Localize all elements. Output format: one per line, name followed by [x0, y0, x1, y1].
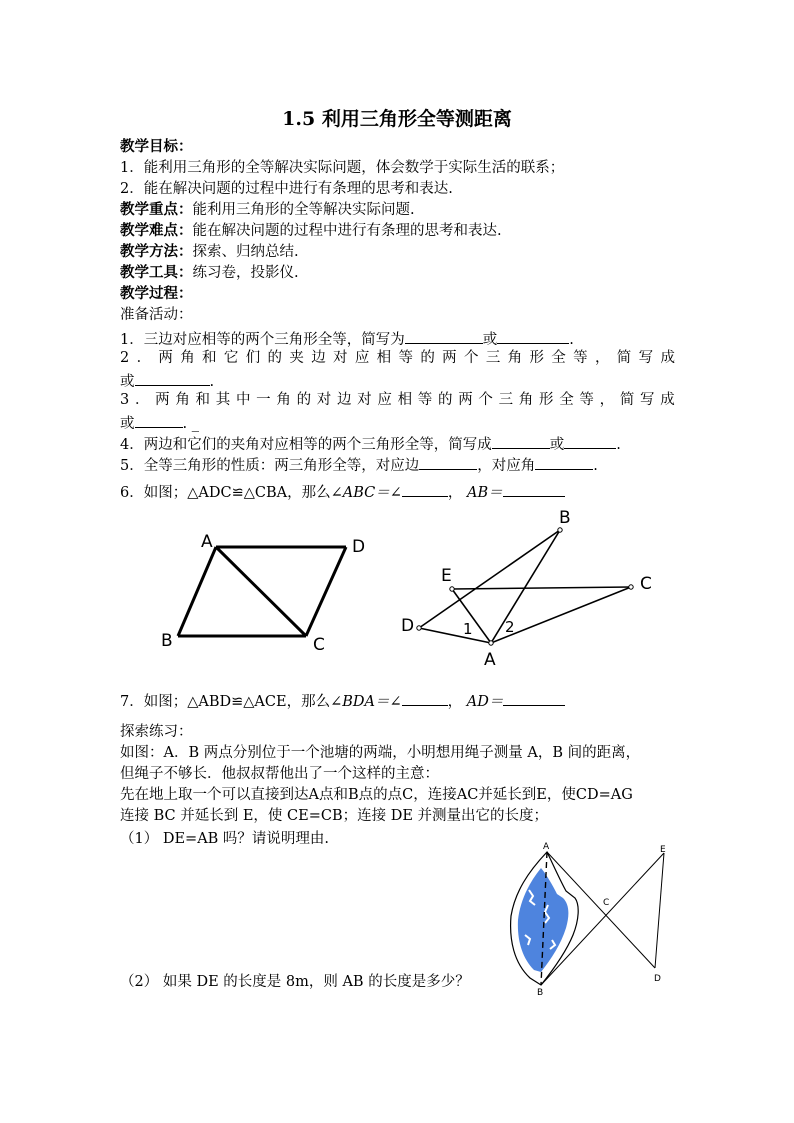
objective-2: 2．能在解决问题的过程中进行有条理的思考和表达. — [120, 181, 453, 197]
fig3-label-c: C — [603, 898, 610, 908]
justified-char: 边 — [311, 350, 326, 366]
justified-char: 写 — [638, 350, 654, 366]
prep-q7-comma: ， — [447, 694, 463, 710]
fig1-label-b: B — [161, 631, 173, 651]
key-point-text: 能利用三角形的全等解决实际问题. — [192, 202, 415, 218]
fig2-angle-1: 1 — [463, 620, 473, 638]
justified-char: 个 — [478, 392, 493, 408]
justified-char: 简 — [616, 350, 632, 366]
segment-da — [419, 628, 491, 643]
fig3-label-e: E — [660, 845, 666, 855]
prep-q2-end: . — [209, 374, 215, 390]
segment-ab — [491, 530, 560, 643]
justified-char: 的 — [296, 392, 312, 408]
objective-1: 1．能利用三角形的全等解决实际问题，体会数学于实际生活的联系； — [120, 160, 565, 176]
justified-char: 角 — [518, 392, 534, 408]
figure-triangles — [419, 530, 631, 643]
vertex-d — [417, 626, 421, 630]
figure-parallelogram — [178, 547, 346, 636]
explore-paragraph-1a: 如图：A．B 两点分别位于一个池塘的两端，小明想用绳子测量 A，B 间的距离， — [120, 745, 641, 761]
difficulty-label: 教学难点： — [120, 222, 193, 239]
justified-char: 简 — [619, 392, 635, 408]
justified-char: 两 — [458, 392, 473, 408]
justified-char: 相 — [397, 392, 413, 408]
justified-char: 们 — [245, 350, 261, 366]
justified-char: 形 — [539, 392, 554, 408]
justified-char: 等 — [579, 392, 594, 408]
justified-char: 其 — [215, 392, 231, 408]
fig2-angle-2: 2 — [505, 618, 515, 636]
justified-char: ， — [594, 350, 610, 366]
prep-q2-or: 或 — [120, 374, 135, 390]
prep-q4-end: . — [616, 437, 621, 453]
vertex-a — [489, 641, 493, 645]
justified-char: 和 — [202, 350, 217, 366]
prep-q5-end: . — [593, 458, 598, 474]
prep-q6-angle: ∠ABC＝∠ — [330, 485, 402, 501]
fig2-label-d: D — [401, 616, 415, 636]
justified-char: 夹 — [289, 350, 304, 366]
justified-char: 应 — [354, 350, 370, 366]
explore-paragraph-1b: 但绳子不够长．他叔叔帮他出了一个这样的主意： — [120, 766, 439, 782]
method-text: 探索、归纳总结. — [192, 244, 299, 260]
justified-char: 两 — [442, 350, 457, 366]
justified-char: 相 — [376, 350, 392, 366]
justified-char: 两 — [155, 392, 170, 408]
justified-char: 等 — [417, 392, 433, 408]
justified-char: 的 — [267, 350, 283, 366]
prep-q5-text: 5．全等三角形的性质：两三角形全等，对应边 — [120, 458, 420, 474]
fig2-label-a: A — [484, 650, 496, 670]
prep-q3-end: . _ — [182, 416, 199, 432]
process-heading: 教学过程： — [120, 285, 193, 302]
prep-q7-angle: ∠BDA＝∠ — [330, 694, 402, 710]
segment-ab — [178, 547, 216, 636]
fig3-label-b: B — [537, 988, 544, 998]
fig1-label-c: C — [313, 635, 325, 655]
prep-q3-or: 或 — [120, 416, 135, 432]
justified-char: 的 — [420, 350, 435, 366]
prep-q6-comma: ， — [447, 485, 463, 501]
justified-char: 角 — [276, 392, 291, 408]
justified-char: 三 — [498, 392, 514, 408]
justified-char: 个 — [463, 350, 479, 366]
justified-char: ． — [134, 392, 150, 408]
diagonal-ac — [216, 547, 306, 636]
segment-ed — [655, 853, 664, 968]
justified-char: 一 — [256, 392, 271, 408]
explore-paragraph-2b: 连接 BC 并延长到 E，使 CE=CB；连接 DE 并测量出它的长度； — [120, 808, 549, 824]
justified-char: 对 — [357, 392, 372, 408]
prep-q5-mid: ，对应角 — [477, 458, 536, 474]
justified-char: 和 — [195, 392, 211, 408]
justified-char: 对 — [333, 350, 348, 366]
justified-char: ， — [599, 392, 615, 408]
prep-q4-text: 4．两边和它们的夹角对应相等的两个三角形全等，简写成 — [120, 437, 492, 453]
justified-char: 形 — [529, 350, 544, 366]
figure-pond — [511, 852, 664, 985]
justified-char: 中 — [235, 392, 251, 408]
justified-char: 角 — [180, 350, 195, 366]
prep-q1-text: 1．三边对应相等的两个三角形全等，简写为 — [120, 332, 405, 348]
justified-char: 写 — [640, 392, 655, 408]
fig3-label-d: D — [654, 974, 661, 984]
justified-char: 等 — [573, 350, 588, 366]
explore-question-1: （1） DE=AB 吗？请说明理由. — [120, 831, 330, 847]
justified-char: 的 — [437, 392, 453, 408]
prep-q7-text: 7．如图；△ABD≌△ACE，那么 — [120, 694, 331, 710]
justified-char: 等 — [398, 350, 413, 366]
justified-char: 全 — [559, 392, 574, 408]
justified-char: 成 — [660, 350, 675, 366]
explore-heading: 探索练习： — [120, 724, 193, 740]
method-label: 教学方法： — [120, 243, 193, 260]
objectives-heading: 教学目标： — [120, 138, 193, 155]
vertex-e — [450, 587, 454, 591]
difficulty-text: 能在解决问题的过程中进行有条理的思考和表达. — [192, 223, 502, 239]
key-point-label: 教学重点： — [120, 201, 193, 218]
segment-dc — [306, 547, 346, 636]
fig2-label-e: E — [441, 566, 452, 586]
justified-char: 它 — [223, 350, 239, 366]
fig2-label-c: C — [640, 574, 652, 594]
justified-char: 角 — [507, 350, 523, 366]
justified-char: 2 — [120, 350, 130, 366]
justified-char: 应 — [377, 392, 392, 408]
prep-q7-side: AD＝ — [466, 694, 504, 710]
justified-char: 边 — [336, 392, 352, 408]
prep-heading: 准备活动： — [120, 307, 193, 323]
prep-q1-or: 或 — [482, 332, 498, 348]
fig2-label-b: B — [559, 508, 571, 528]
justified-char: 3 — [120, 392, 130, 408]
fig1-label-a: A — [201, 532, 213, 552]
explore-question-2: （2） 如果 DE 的长度是 8m，则 AB 的长度是多少？ — [120, 974, 470, 990]
justified-char: 对 — [316, 392, 332, 408]
vertex-b — [558, 528, 562, 532]
prep-q4-or: 或 — [549, 437, 565, 453]
explore-paragraph-2a: 先在地上取一个可以直接到达A点和B点的点C，连接AC并延长到E，使CD=AG — [120, 787, 633, 803]
justified-char: ． — [136, 350, 152, 366]
prep-q6-text: 6．如图；△ADC≌△CBA，那么 — [120, 485, 331, 501]
justified-char: 三 — [485, 350, 501, 366]
fig1-label-d: D — [352, 537, 366, 557]
tools-text: 练习卷，投影仪. — [192, 265, 299, 281]
page-title: 1.5 利用三角形全等测距离 — [282, 108, 512, 130]
justified-char: 两 — [158, 350, 173, 366]
vertex-c — [629, 585, 633, 589]
tools-label: 教学工具： — [120, 264, 193, 281]
justified-char: 成 — [660, 392, 675, 408]
prep-q1-end: . — [569, 332, 574, 348]
justified-char: 全 — [551, 350, 566, 366]
fig3-label-a: A — [543, 842, 550, 852]
justified-char: 角 — [175, 392, 190, 408]
prep-q6-side: AB＝ — [467, 485, 503, 501]
